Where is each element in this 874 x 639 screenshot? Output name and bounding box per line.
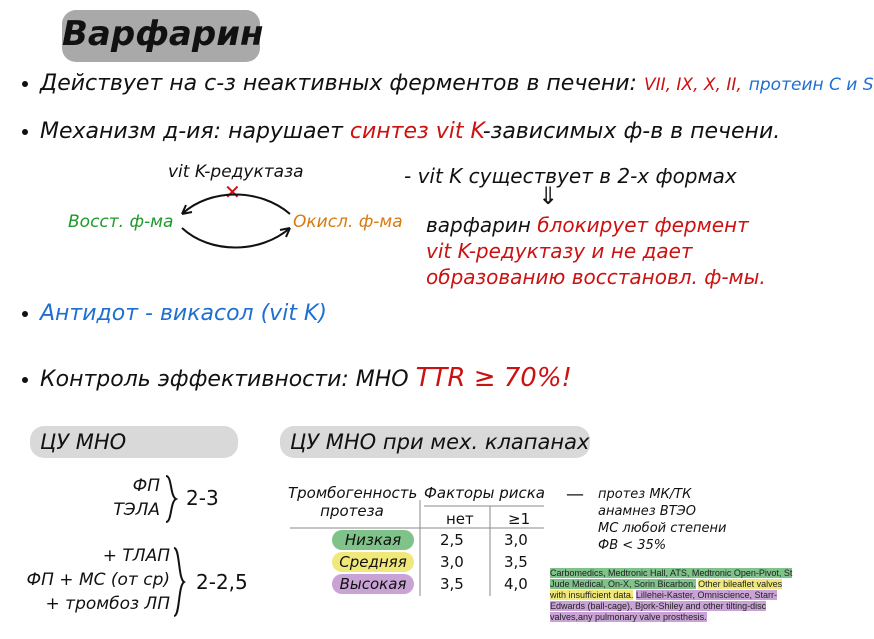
oxidized-form-label: Окисл. ф-ма	[293, 212, 403, 232]
col1-line2: протеза	[320, 502, 384, 520]
risk-low-label: Низкая	[344, 531, 402, 549]
ttr-target: TTR ≥ 70%!	[415, 363, 572, 393]
risk-medium-label: Средняя	[339, 553, 407, 571]
risk-high-yes: 4,0	[504, 575, 528, 593]
risk-high-no: 3,5	[440, 575, 464, 593]
col1-line1: Тромбогенность	[288, 484, 418, 502]
bullet-text: Механизм д-ия: нарушает	[40, 119, 343, 144]
risk-factors-list	[598, 486, 726, 554]
bullet-control	[22, 363, 572, 393]
vitk-forms-text: - vit K существует в 2-х формах	[404, 164, 737, 188]
bullet-mechanism-synthesis	[22, 72, 874, 97]
inr-af-ms-label: ФП + МС (от ср)	[26, 570, 170, 590]
explain-line1: блокирует фермент	[537, 213, 749, 237]
bullet-text: Действует на с-з неактивных ферментов в печени:	[40, 71, 637, 96]
reduced-form-label: Восст. ф-ма	[68, 212, 174, 232]
risk-factor-item: ФВ < 35%	[598, 538, 667, 553]
bullet-antidote	[22, 302, 327, 326]
risk-medium-yes: 3,5	[504, 553, 528, 571]
note-medium-risk-valves: Other bileaflet valves with insufficient data.	[550, 579, 783, 600]
bullet-dot	[22, 377, 28, 383]
risk-high-label: Высокая	[339, 575, 407, 593]
inr-target-2-2.5: 2-2,5	[196, 570, 248, 594]
note-low-risk-valves: Carbomedics, Medtronic Hall, ATS, Medtronic Open-Pivot, St Jude Medical, On-X, Sorin Bicarbon.	[550, 568, 793, 589]
brace-group2	[172, 546, 186, 618]
clotting-factors: VII, IX, X, II,	[643, 75, 742, 95]
inr-lat-label: + ТЛАП	[102, 546, 170, 566]
arrow-bottom	[182, 228, 290, 248]
cycle-arrows	[160, 186, 310, 256]
explain-warfarin: варфарин	[426, 213, 531, 237]
control-text: Контроль эффективности: МНО	[40, 367, 409, 392]
explain-line2: vit K-редуктазу и не дает	[426, 239, 693, 263]
col-no-risk: нет	[446, 510, 474, 528]
inr-la-thrombus-label: + тромбоз ЛП	[45, 594, 170, 614]
valve-notes	[550, 568, 794, 623]
note-high-risk-valves: Lillehei-Kaster, Omniscience, Starr-Edwards (ball-cage), Bjork-Shiley and other tilting-disc valves,any pulmonary valve prosthesis.	[550, 590, 777, 622]
col-risk-factors-header: Факторы риска	[424, 484, 545, 502]
warfarin-explanation	[426, 212, 766, 290]
bullet-dot	[22, 81, 28, 87]
bullet-dot	[22, 311, 28, 317]
inr-target-2-3: 2-3	[186, 486, 219, 510]
inr-group2-labels	[22, 544, 170, 616]
bullet-mechanism-action	[22, 120, 780, 144]
risk-medium-no: 3,0	[440, 553, 464, 571]
risk-factor-item: анамнез ВТЭО	[598, 504, 696, 519]
inr-header: ЦУ МНО	[40, 430, 127, 454]
explain-line3: образованию восстановл. ф-мы.	[426, 265, 766, 289]
risk-factors-dash: —	[566, 484, 584, 505]
valves-header: ЦУ МНО при мех. клапанах	[290, 430, 590, 454]
inr-group1-labels	[98, 474, 160, 522]
antidote-text: Антидот - викасол (vit K)	[40, 301, 327, 326]
col-risk-ge1: ≥1	[508, 510, 531, 528]
enzyme-label: vit K-редуктаза	[168, 162, 304, 182]
highlight-vitk-synthesis: синтез vit K	[349, 119, 483, 144]
bullet-dot	[22, 129, 28, 135]
brace-group1	[164, 474, 178, 524]
risk-factor-item: протез МК/ТК	[598, 487, 692, 502]
risk-low-yes: 3,0	[504, 531, 528, 549]
proteins-c-s: протеин C и S	[748, 75, 874, 95]
risk-factor-item: МС любой степени	[598, 521, 727, 536]
blocked-cross-icon: ✕	[224, 180, 241, 204]
arrow-top	[182, 195, 290, 215]
page-title: Варфарин	[62, 14, 264, 54]
inr-af-label: ФП	[132, 476, 160, 496]
down-arrow-icon: ⇓	[538, 182, 559, 210]
bullet-text-tail: -зависимых ф-в в печени.	[482, 119, 781, 144]
risk-low-no: 2,5	[440, 531, 464, 549]
inr-pe-label: ТЭЛА	[113, 500, 160, 520]
